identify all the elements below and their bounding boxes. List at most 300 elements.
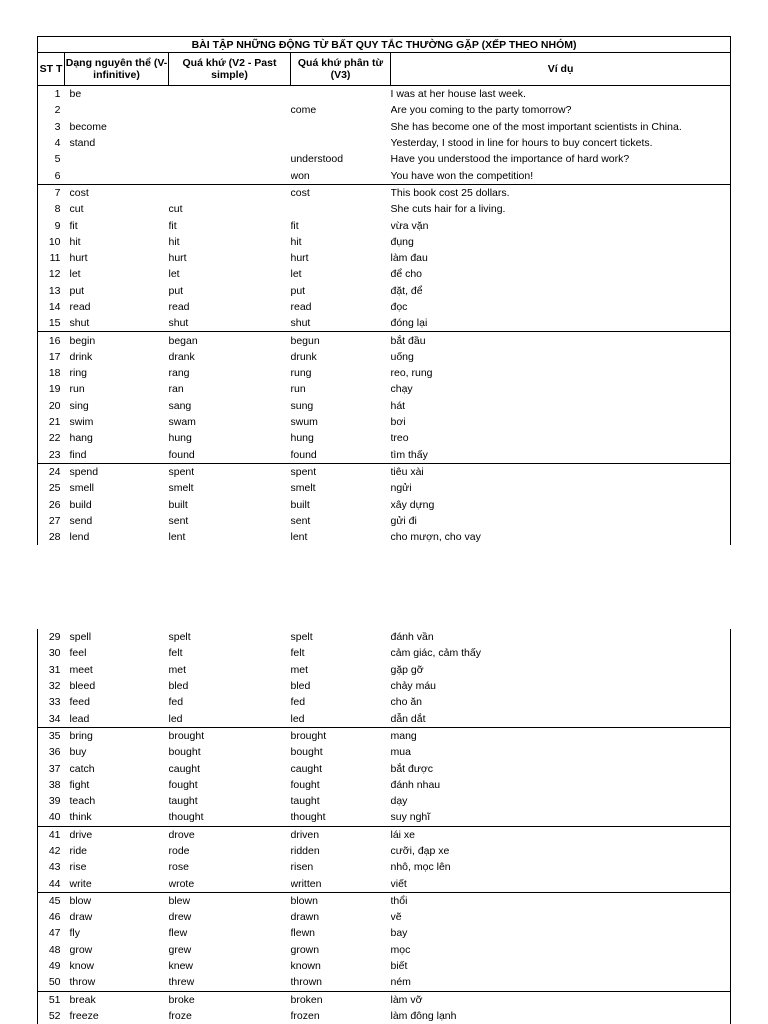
base-form-cell: shut <box>65 315 169 332</box>
past-simple-cell: rode <box>168 845 190 857</box>
example-cell: reo, rung <box>391 365 731 381</box>
past-participle-cell: frozen <box>290 1009 320 1022</box>
row-number: 29 <box>38 629 65 645</box>
verb-row <box>38 513 731 529</box>
past-participle-cell: put <box>290 284 306 297</box>
past-simple-cell <box>169 102 291 118</box>
base-form-cell: lead <box>65 710 169 727</box>
base-form-cell: catch <box>69 762 95 775</box>
row-number: 38 <box>38 777 65 793</box>
example-cell: hát <box>391 398 731 414</box>
past-simple-cell: grew <box>168 943 192 956</box>
base-form-cell: build <box>69 498 92 511</box>
example-cell: cho ăn <box>391 694 731 710</box>
past-simple-cell: fit <box>168 219 177 232</box>
row-number: 45 <box>38 892 65 909</box>
base-form-cell: feel <box>69 647 87 660</box>
past-simple-cell: flew <box>168 927 188 940</box>
base-form-cell: send <box>69 514 93 527</box>
verb-row <box>38 184 731 201</box>
example-cell: treo <box>391 430 731 446</box>
example-cell: cưỡi, đạp xe <box>391 843 731 859</box>
past-participle-cell: come <box>290 104 317 117</box>
example-cell: để cho <box>391 266 731 282</box>
verb-row <box>38 909 731 925</box>
example-cell: Have you understood the importance of hard work? <box>391 151 731 167</box>
verb-row <box>38 201 731 217</box>
example-cell: dẫn dắt <box>391 710 731 727</box>
past-participle-cell: flewn <box>290 927 316 940</box>
past-simple-cell: fought <box>168 778 198 791</box>
past-simple-cell: began <box>168 334 198 347</box>
base-form-cell: teach <box>69 795 96 808</box>
past-simple-cell <box>169 184 291 201</box>
row-number: 12 <box>38 266 65 282</box>
base-form-cell: read <box>69 301 91 313</box>
past-participle-cell: risen <box>290 861 314 874</box>
verb-row <box>38 991 731 1008</box>
past-participle-cell: hurt <box>290 252 309 265</box>
verb-row <box>38 809 731 826</box>
base-form-cell: know <box>69 960 95 973</box>
example-cell: bơi <box>391 414 731 430</box>
worksheet-page-1 <box>37 36 730 545</box>
example-cell: gặp gỡ <box>391 662 731 678</box>
verb-row <box>38 299 731 315</box>
past-simple-cell: hit <box>168 235 180 248</box>
past-simple-cell: sent <box>168 514 189 527</box>
past-participle-cell: won <box>291 167 391 184</box>
past-participle-cell: bled <box>290 680 311 693</box>
base-form-cell: spend <box>69 465 99 478</box>
verb-row <box>38 662 731 678</box>
base-form-cell: break <box>69 993 96 1006</box>
verb-row <box>38 694 731 710</box>
row-number: 31 <box>38 662 65 678</box>
row-number: 2 <box>38 102 65 118</box>
row-number: 9 <box>38 217 65 233</box>
past-simple-cell: threw <box>169 974 291 991</box>
example-cell: gửi đi <box>391 513 731 529</box>
past-simple-cell: cut <box>168 203 183 216</box>
example-cell: cảm giác, cảm thấy <box>391 645 731 661</box>
verb-row <box>38 86 731 103</box>
base-form-cell: cut <box>69 203 84 216</box>
base-form-cell: cost <box>69 186 89 199</box>
past-participle-cell: read <box>290 301 312 313</box>
past-simple-cell: read <box>168 301 190 313</box>
base-form-cell: buy <box>69 746 87 759</box>
past-participle-cell: spent <box>290 465 317 478</box>
example-cell: ngửi <box>391 480 731 496</box>
past-participle-cell: known <box>290 960 321 973</box>
verb-row <box>38 793 731 809</box>
row-number: 36 <box>38 744 65 760</box>
row-number: 10 <box>38 234 65 250</box>
example-cell: biết <box>391 958 731 974</box>
example-cell: tiêu xài <box>391 463 731 480</box>
past-participle-cell: fed <box>290 696 306 709</box>
example-cell: đọc <box>391 299 731 315</box>
past-participle-cell <box>291 86 391 103</box>
base-form-cell <box>65 167 169 184</box>
past-participle-cell: thought <box>291 809 391 826</box>
past-simple-cell: ran <box>168 383 184 396</box>
row-number: 3 <box>38 119 65 135</box>
past-participle-cell: ridden <box>290 845 320 857</box>
past-participle-cell: hung <box>290 432 314 445</box>
past-simple-cell <box>169 135 291 151</box>
verb-row <box>38 315 731 332</box>
past-participle-cell: rung <box>290 367 312 380</box>
row-number: 27 <box>38 513 65 529</box>
past-participle-cell: blown <box>290 894 318 907</box>
header-stt: ST T <box>38 53 65 86</box>
past-simple-cell: spent <box>168 465 195 478</box>
row-number: 7 <box>38 184 65 201</box>
row-number: 13 <box>38 283 65 299</box>
example-cell: đặt, để <box>391 283 731 299</box>
row-number: 6 <box>38 167 65 184</box>
past-simple-cell: shut <box>169 315 291 332</box>
row-number: 22 <box>38 430 65 446</box>
base-form-cell: swim <box>69 416 94 429</box>
verb-row <box>38 760 731 776</box>
base-form-cell: rise <box>69 861 87 874</box>
verb-row <box>38 102 731 118</box>
example-cell: uống <box>391 349 731 365</box>
base-form-cell: freeze <box>69 1009 99 1022</box>
verb-row <box>38 843 731 859</box>
past-simple-cell <box>169 151 291 167</box>
past-simple-cell: sang <box>168 399 192 412</box>
base-form-cell: sing <box>69 399 89 412</box>
past-participle-cell: grown <box>290 943 320 956</box>
example-cell: She cuts hair for a living. <box>391 201 731 217</box>
row-number: 49 <box>38 958 65 974</box>
example-cell: ném <box>391 974 731 991</box>
past-simple-cell: met <box>168 663 187 676</box>
verb-row <box>38 710 731 727</box>
example-cell: đóng lại <box>391 315 731 332</box>
base-form-cell: ride <box>69 845 88 857</box>
row-number: 50 <box>38 974 65 991</box>
verb-row <box>38 430 731 446</box>
row-number: 5 <box>38 151 65 167</box>
example-cell: I was at her house last week. <box>391 86 731 103</box>
past-simple-cell: bled <box>168 680 189 693</box>
row-number: 33 <box>38 694 65 710</box>
verb-rows-page-1 <box>38 86 731 546</box>
example-cell: viết <box>391 875 731 892</box>
example-cell: bắt đầu <box>391 332 731 349</box>
past-simple-cell: drank <box>168 350 195 363</box>
base-form-cell: feed <box>69 696 90 709</box>
base-form-cell <box>65 151 169 167</box>
past-simple-cell: rang <box>168 367 190 380</box>
verb-row <box>38 119 731 135</box>
row-number: 25 <box>38 480 65 496</box>
verb-row <box>38 678 731 694</box>
base-form-cell: lend <box>69 531 90 544</box>
past-participle-cell <box>291 119 391 135</box>
row-number: 16 <box>38 332 65 349</box>
past-participle-cell: understood <box>290 153 344 166</box>
irregular-verbs-table-page-2 <box>37 629 731 1024</box>
base-form-cell: think <box>65 809 169 826</box>
example-cell: nhô, mọc lên <box>391 859 731 875</box>
row-number: 52 <box>38 1008 65 1024</box>
past-simple-cell: put <box>168 284 184 297</box>
base-form-cell: hurt <box>69 252 88 265</box>
example-cell: làm vỡ <box>391 991 731 1008</box>
verb-row <box>38 283 731 299</box>
row-number: 30 <box>38 645 65 661</box>
row-number: 39 <box>38 793 65 809</box>
past-participle-cell <box>291 201 391 217</box>
row-number: 21 <box>38 414 65 430</box>
base-form-cell: write <box>65 875 169 892</box>
base-form-cell: bleed <box>69 680 96 693</box>
row-number: 1 <box>38 86 65 103</box>
base-form-cell: bring <box>69 729 93 742</box>
past-participle-cell: shut <box>291 315 391 332</box>
verb-row <box>38 958 731 974</box>
example-cell: mua <box>391 744 731 760</box>
row-number: 47 <box>38 925 65 941</box>
past-simple-cell <box>169 86 291 103</box>
example-cell: chảy máu <box>391 678 731 694</box>
past-simple-cell: drew <box>168 911 192 924</box>
past-simple-cell: swam <box>168 416 196 429</box>
past-participle-cell: written <box>291 875 391 892</box>
example-cell: mọc <box>391 942 731 958</box>
past-simple-cell: found <box>169 447 291 464</box>
base-form-cell <box>65 102 169 118</box>
verb-row <box>38 135 731 151</box>
past-simple-cell: lent <box>168 531 186 544</box>
verb-row <box>38 645 731 661</box>
example-cell: làm đau <box>391 250 731 266</box>
past-simple-cell <box>169 119 291 135</box>
base-form-cell: become <box>69 120 107 133</box>
verb-row <box>38 463 731 480</box>
row-number: 24 <box>38 463 65 480</box>
past-simple-cell <box>169 167 291 184</box>
example-cell: suy nghĩ <box>391 809 731 826</box>
row-number: 32 <box>38 678 65 694</box>
past-simple-cell: felt <box>168 647 183 660</box>
base-form-cell: drink <box>69 350 93 363</box>
example-cell: Yesterday, I stood in line for hours to buy concert tickets. <box>391 135 731 151</box>
base-form-cell: stand <box>69 137 96 150</box>
past-simple-cell: taught <box>168 795 198 808</box>
verb-row <box>38 875 731 892</box>
row-number: 20 <box>38 398 65 414</box>
base-form-cell: draw <box>69 911 93 924</box>
verb-row <box>38 892 731 909</box>
verb-row <box>38 777 731 793</box>
row-number: 26 <box>38 496 65 512</box>
example-cell: vừa vặn <box>391 217 731 233</box>
irregular-verbs-table-page-1 <box>37 36 731 545</box>
verb-row <box>38 398 731 414</box>
row-number: 48 <box>38 942 65 958</box>
verb-row <box>38 826 731 843</box>
row-number: 42 <box>38 843 65 859</box>
past-participle-cell: caught <box>290 762 323 775</box>
row-number: 46 <box>38 909 65 925</box>
past-simple-cell: spelt <box>168 631 191 644</box>
example-cell: thổi <box>391 892 731 909</box>
verb-row <box>38 365 731 381</box>
base-form-cell: blow <box>69 894 92 907</box>
example-cell: You have won the competition! <box>391 167 731 184</box>
past-simple-cell: led <box>169 710 291 727</box>
example-cell: đụng <box>391 234 731 250</box>
example-cell: bay <box>391 925 731 941</box>
row-number: 35 <box>38 727 65 744</box>
past-simple-cell: thought <box>169 809 291 826</box>
past-participle-cell: found <box>291 447 391 464</box>
verb-row <box>38 414 731 430</box>
past-participle-cell: taught <box>290 795 320 808</box>
verb-row <box>38 234 731 250</box>
past-participle-cell: driven <box>290 828 320 841</box>
row-number: 4 <box>38 135 65 151</box>
base-form-cell: fight <box>69 778 90 791</box>
example-cell: vẽ <box>391 909 731 925</box>
past-simple-cell: built <box>168 498 188 511</box>
worksheet-page-2 <box>37 629 730 1024</box>
row-number: 15 <box>38 315 65 332</box>
verb-row <box>38 381 731 397</box>
base-form-cell: fit <box>69 219 78 232</box>
past-participle-cell: brought <box>290 729 327 742</box>
verb-row <box>38 859 731 875</box>
past-simple-cell: let <box>168 268 180 281</box>
past-simple-cell: knew <box>168 960 194 973</box>
verb-row <box>38 349 731 365</box>
past-participle-cell: begun <box>290 334 320 347</box>
verb-row <box>38 217 731 233</box>
base-form-cell: drive <box>69 828 93 841</box>
past-simple-cell: fed <box>168 696 184 709</box>
base-form-cell: be <box>69 88 82 101</box>
past-participle-cell: fought <box>290 778 320 791</box>
past-participle-cell: thrown <box>291 974 391 991</box>
row-number: 41 <box>38 826 65 843</box>
past-simple-cell: caught <box>168 762 201 775</box>
base-form-cell: smell <box>69 482 95 495</box>
verb-row <box>38 529 731 545</box>
base-form-cell: ring <box>69 367 88 380</box>
row-number: 34 <box>38 710 65 727</box>
past-simple-cell: broke <box>168 993 195 1006</box>
base-form-cell: throw <box>65 974 169 991</box>
row-number: 11 <box>38 250 65 266</box>
past-simple-cell: hurt <box>168 252 187 265</box>
row-number: 43 <box>38 859 65 875</box>
row-number: 37 <box>38 760 65 776</box>
example-cell: She has become one of the most important scientists in China. <box>391 119 731 135</box>
example-cell: đánh vần <box>391 629 731 645</box>
row-number: 51 <box>38 991 65 1008</box>
past-participle-cell: drunk <box>290 350 317 363</box>
row-number: 8 <box>38 201 65 217</box>
row-number: 18 <box>38 365 65 381</box>
row-number: 44 <box>38 875 65 892</box>
past-participle-cell: hit <box>290 235 302 248</box>
verb-row <box>38 974 731 991</box>
past-participle-cell: met <box>290 663 309 676</box>
example-cell: lái xe <box>391 826 731 843</box>
header-past-participle: Quá khứ phân từ (V3) <box>291 53 391 86</box>
past-participle-cell: bought <box>290 746 323 759</box>
past-participle-cell: smelt <box>290 482 316 495</box>
header-base-form: Dạng nguyên thể (V-infinitive) <box>65 53 169 86</box>
base-form-cell: meet <box>69 663 93 676</box>
verb-row <box>38 1008 731 1024</box>
example-cell: đánh nhau <box>391 777 731 793</box>
past-participle-cell: sent <box>290 514 311 527</box>
worksheet-title: BÀI TẬP NHỮNG ĐỘNG TỪ BẤT QUY TẮC THƯỜNG GẶP (XẾP THEO NHÓM) <box>38 37 731 53</box>
past-simple-cell: bought <box>168 746 201 759</box>
base-form-cell: run <box>69 383 85 396</box>
base-form-cell: hang <box>69 432 93 445</box>
verb-row <box>38 266 731 282</box>
verb-row <box>38 480 731 496</box>
example-cell: Are you coming to the party tomorrow? <box>391 102 731 118</box>
verb-row <box>38 332 731 349</box>
past-participle-cell: spelt <box>290 631 313 644</box>
example-cell: xây dựng <box>391 496 731 512</box>
example-cell: This book cost 25 dollars. <box>391 184 731 201</box>
example-cell: cho mượn, cho vay <box>391 529 731 545</box>
past-simple-cell: froze <box>168 1009 192 1022</box>
verb-row <box>38 496 731 512</box>
verb-row <box>38 744 731 760</box>
past-participle-cell: drawn <box>290 911 320 924</box>
past-participle-cell: lent <box>290 531 308 544</box>
past-participle-cell: built <box>290 498 310 511</box>
base-form-cell: grow <box>69 943 93 956</box>
row-number: 19 <box>38 381 65 397</box>
row-number: 14 <box>38 299 65 315</box>
base-form-cell: hit <box>69 235 81 248</box>
past-participle-cell: cost <box>290 186 310 199</box>
verb-row <box>38 727 731 744</box>
past-participle-cell: swum <box>290 416 318 429</box>
row-number: 28 <box>38 529 65 545</box>
past-participle-cell: felt <box>290 647 305 660</box>
past-simple-cell: brought <box>168 729 205 742</box>
past-participle-cell: run <box>290 383 306 396</box>
base-form-cell: let <box>69 268 81 281</box>
verb-rows-page-2 <box>38 629 731 1024</box>
past-participle-cell: led <box>291 710 391 727</box>
example-cell: tìm thấy <box>391 447 731 464</box>
row-number: 17 <box>38 349 65 365</box>
verb-row <box>38 167 731 184</box>
verb-row <box>38 151 731 167</box>
base-form-cell: begin <box>69 334 96 347</box>
example-cell: bắt được <box>391 760 731 776</box>
header-past-simple: Quá khứ (V2 - Past simple) <box>169 53 291 86</box>
verb-row <box>38 447 731 464</box>
past-simple-cell: drove <box>168 828 195 841</box>
verb-row <box>38 942 731 958</box>
